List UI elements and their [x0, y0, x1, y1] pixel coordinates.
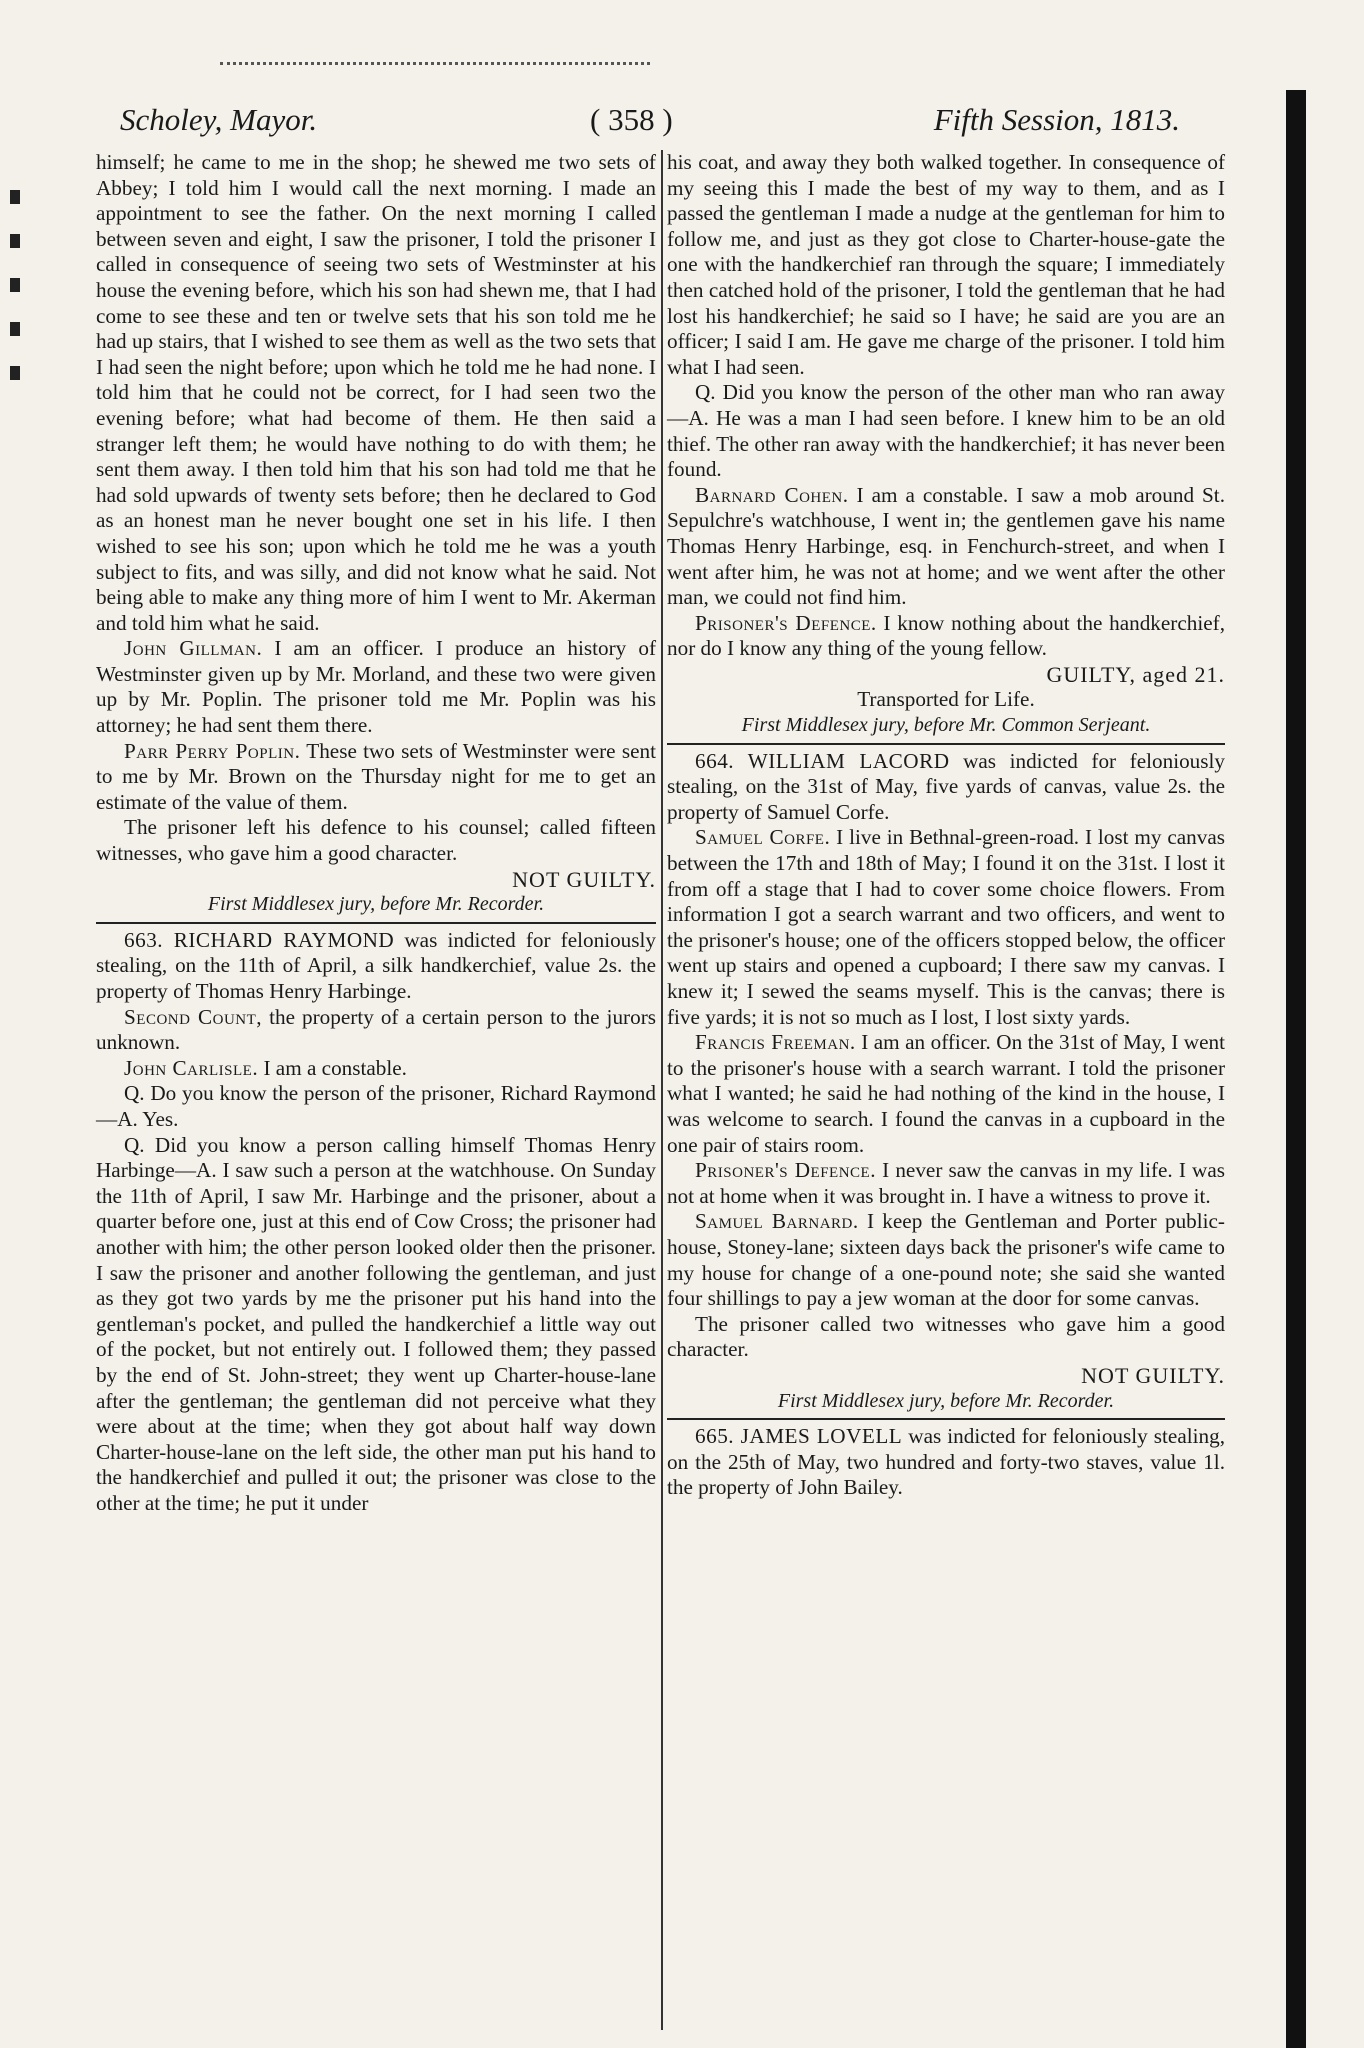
testimony-paragraph: [667, 825, 1225, 1030]
sentence: Transported for Life.: [857, 687, 1035, 712]
speaker-name: Parr Perry Poplin.: [124, 738, 301, 763]
section-rule: [667, 743, 1225, 745]
speaker-name: Francis Freeman.: [695, 1030, 856, 1055]
case-text: was indicted for feloniously stealing, on the 11th of April, a silk handkerchief, value 2s. the property of Thomas Henry Harbinge.: [96, 927, 656, 1003]
speaker-name: John Gillman.: [124, 636, 263, 661]
testimony-paragraph: [667, 1158, 1225, 1209]
speaker-name: Prisoner's Defence.: [695, 610, 877, 635]
verdict: NOT GUILTY.: [1081, 1362, 1225, 1388]
page-edge-shadow: [1286, 90, 1306, 2048]
case-text: was indicted for feloniously stealing, on the 25th of May, two hundred and forty-two staves, value 1l. the property of John Bailey.: [667, 1424, 1225, 1500]
case-text: was indicted for feloniously stealing, on the 31st of May, five yards of canvas, value 2s. the property of Samuel Corfe.: [667, 748, 1225, 824]
body-paragraph: his coat, and away they both walked together. In consequence of my seeing this I made the best of my way to them, and as I passed the gentleman I made a nudge at the gentleman for him to follow me, and just as they got close to Charter-house-gate the one with the handkerchief ran through the square; I immediately then catched hold of the prisoner, I told the gentleman that he had lost his handkerchief; he said so I have; he said are you are an officer; I said I am. He gave me charge of the prisoner. I told him what I had seen.: [667, 150, 1225, 379]
case-heading: 664. WILLIAM LACORD: [695, 748, 950, 773]
speaker-name: Samuel Corfe.: [695, 825, 831, 850]
section-rule: [667, 1418, 1225, 1420]
column-divider: [661, 150, 663, 2030]
testimony-paragraph: [96, 1005, 656, 1056]
testimony-text: I never saw the canvas in my life. I was not at home when it was brought in. I have a witness to prove it.: [667, 1158, 1225, 1208]
case-paragraph: [667, 749, 1225, 826]
body-paragraph: Q. Do you know the person of the prisoner, Richard Raymond—A. Yes.: [96, 1081, 656, 1131]
body-paragraph: himself; he came to me in the shop; he shewed me two sets of Abbey; I told him I would call the next morning. I made an appointment to see the father. On the next morning I called between seven and eight, I saw the prisoner, I told the prisoner I called in consequence of seeing two sets of Westminster at his house the evening before, which his son had shewn me, that I had come to see these and ten or twelve sets that his son told me he had up stairs, that I wished to see them as well as the two sets that I had seen the night before; upon which he told me he had none. I told him that he could not be correct, for I had seen two the evening before; what had become of them. He then said a stranger left them; he would have nothing to do with them; he sent them away. I then told him that his son had told me that he had sold upwards of twenty sets before; then he declared to God as an honest man he never bought one set in his life. I then wished to see his son; upon which he told me he was a youth subject to fits, and was silly, and did not know what he said. Not being able to make any thing more of him I went to Mr. Akerman and told him what he said.: [96, 150, 656, 635]
page-number: ( 358 ): [590, 102, 673, 137]
speaker-name: Prisoner's Defence.: [695, 1158, 877, 1183]
testimony-text: I am a constable. I saw a mob around St. Sepulchre's watchhouse, I went in; the gentlemen gave his name Thomas Henry Harbinge, esq. in Fenchurch-street, and when I went after him, he was not at home; and we went after the other man, we could not find him.: [667, 482, 1225, 610]
top-print-marks: [220, 62, 650, 71]
speaker-name: Second Count,: [124, 1004, 263, 1029]
case-paragraph: [96, 928, 656, 1005]
body-paragraph: The prisoner left his defence to his counsel; called fifteen witnesses, who gave him a good character.: [96, 815, 656, 866]
testimony-paragraph: [667, 1209, 1225, 1311]
jury-note: First Middlesex jury, before Mr. Recorder.: [777, 1389, 1115, 1412]
speaker-name: Samuel Barnard.: [695, 1209, 859, 1234]
header-right: Fifth Session, 1813.: [933, 102, 1180, 137]
testimony-text: I know nothing about the handkerchief, nor do I know any thing of the young fellow.: [667, 610, 1225, 661]
testimony-text: the property of a certain person to the jurors unknown.: [96, 1004, 656, 1055]
testimony-text: I live in Bethnal-green-road. I lost my canvas between the 17th and 18th of May; I found it on the 31st. I lost it from off a stage that I had to cover some choice flowers. From information I got a search warrant and two officers, and went to the prisoner's house; one of the officers stopped below, the officer went up stairs and opened a cupboard; I there saw my canvas. I knew it; I sewed the seams myself. This is the canvas; there is five yards; it is not so much as I lost, I lost sixty yards.: [667, 825, 1225, 1029]
testimony-text: These two sets of Westminster were sent to me by Mr. Brown on the Thursday night for me to get an estimate of the value of them.: [96, 738, 656, 814]
testimony-text: I keep the Gentleman and Porter public-house, Stoney-lane; sixteen days back the prisoner's wife came to my house for change of a one-pound note; she said she wanted four shillings to pay a jew woman at the door for some canvas.: [667, 1209, 1225, 1311]
testimony-paragraph: [96, 739, 656, 816]
speaker-name: Barnard Cohen.: [695, 482, 849, 507]
case-heading: 663. RICHARD RAYMOND: [124, 927, 395, 952]
testimony-paragraph: [667, 483, 1225, 611]
testimony-paragraph: [667, 611, 1225, 662]
jury-note: First Middlesex jury, before Mr. Common Serjeant.: [741, 714, 1151, 737]
page-header: [120, 102, 1180, 142]
left-column: [96, 150, 656, 1516]
testimony-paragraph: [96, 1056, 656, 1082]
case-heading: 665. JAMES LOVELL: [695, 1424, 903, 1449]
body-paragraph: Q. Did you know the person of the other man who ran away—A. He was a man I had seen before. I knew him to be an old thief. The other ran away with the handkerchief; it has never been found.: [667, 380, 1225, 482]
verdict: GUILTY, aged 21.: [1046, 661, 1225, 687]
testimony-paragraph: [667, 1030, 1225, 1158]
right-column: [667, 150, 1225, 1501]
verdict: NOT GUILTY.: [512, 866, 656, 892]
jury-note: First Middlesex jury, before Mr. Recorder.: [207, 893, 545, 916]
testimony-text: I am an officer. I produce an history of Westminster given up by Mr. Morland, and these two were given up by Mr. Poplin. The prisoner told me Mr. Poplin was his attorney; he had sent them there.: [96, 636, 657, 738]
section-rule: [96, 922, 656, 924]
testimony-text: I am a constable.: [258, 1055, 407, 1080]
testimony-text: I am an officer. On the 31st of May, I went to the prisoner's house with a search warrant. I told the prisoner what I wanted; he said he had nothing of the kind in the house, I was welcome to search. I found the canvas in a cupboard in the one pair of stairs room.: [667, 1030, 1225, 1157]
case-paragraph: [667, 1424, 1225, 1501]
body-paragraph: The prisoner called two witnesses who gave him a good character.: [667, 1311, 1225, 1362]
body-paragraph: Q. Did you know a person calling himself Thomas Henry Harbinge—A. I saw such a person at the watchhouse. On Sunday the 11th of April, I saw Mr. Harbinge and the prisoner, about a quarter before one, just at this end of Cow Cross; the prisoner had another with him; the other person looked older then the prisoner. I saw the prisoner and another following the gentleman, and just as they got two yards by me the prisoner put his hand into the gentleman's pocket, and pulled the handkerchief a little way out of the pocket, but not entirely out. I followed them; they passed by the end of St. John-street; they went up Charter-house-lane after the gentleman; the gentleman did not perceive what they were about at the time; when they got about half way down Charter-house-lane on the left side, the other man put his hand to the handkerchief and pulled it out; the prisoner was close to the other at the time; he put it under: [96, 1132, 656, 1515]
testimony-paragraph: [96, 636, 656, 738]
header-left: Scholey, Mayor.: [120, 102, 318, 137]
speaker-name: John Carlisle.: [124, 1055, 259, 1080]
margin-marks: [6, 190, 32, 490]
